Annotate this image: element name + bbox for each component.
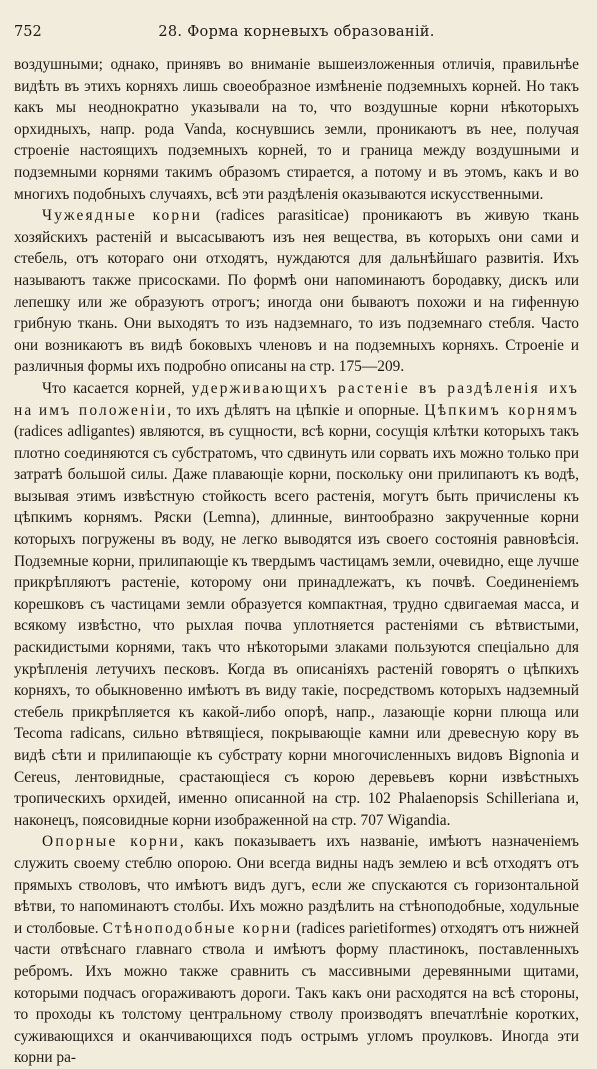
spaced-emphasis-text: Опорные корни: [42, 833, 180, 851]
text-run: (radices adligantes) являются, въ сущности, всѣ корни, сосущія клѣтки которыхъ такъ плотно соединяются съ субстратомъ, что сдвинуть или сорвать ихъ можно только при затратѣ большой силы. Даже плавающіе корни, поскольку они прилипаютъ къ водѣ, вызывая этимъ извѣстную стойкость всего растенія, могутъ быть причислены къ цѣпкимъ корнямъ. Ряски (Lemna), длинные, винтообразно закрученные корни которыхъ погружены въ воду, не легко выводятся изъ своего состоянія равновѣсія. Подземные корни, прилипающіе къ твердымъ частицамъ земли, очевидно, еще лучше прикрѣпляютъ растеніе, которому они принадлежатъ, къ почвѣ. Соединеніемъ корешковъ съ частицами земли образуется компактная, трудно сдвигаемая масса, и всякому извѣстно, что рыхлая почва уплотняется растеніями съ вѣтвистыми, раскидистыми корнями, такъ что нѣкоторыми злаками пользуются спеціально для укрѣпленія летучихъ песковъ. Когда въ описаніяхъ растеній говорятъ о цѣпкихъ корняхъ, то обыкновенно имѣютъ въ виду такіе, посредствомъ которыхъ надземный стебель прикрѣпляется къ какой-либо опорѣ, напр., лазающіе корни плюща или Tecoma radicans, сильно вѣтвящіеся, покрывающіе камни или древесную кору въ видѣ сѣти и прилипающіе къ субстрату корни многочисленныхъ видовъ Bignonia и Cereus, лентовидные, срастающіеся съ корою деревьевъ корни извѣстныхъ тропическихъ орхидей, именно описанной на стр. 102 Phalaenopsis Schilleriana и, наконецъ, поясовидные корни изображенной на стр. 707 Wigandia.: [14, 423, 579, 829]
page-header: [14, 20, 579, 44]
paragraph: [14, 378, 579, 831]
spaced-emphasis-text: Цѣпкимъ корнямъ: [424, 401, 579, 419]
spaced-emphasis-text: Стѣноподобные корни: [102, 919, 293, 937]
text-run: воздушными; однако, принявъ во вниманіе вышеизложенныя отличія, правильнѣе видѣть въ этихъ корняхъ лишь своеобразное измѣненіе подземныхъ корней. Но такъ какъ мы неоднократно указывали на то, что воздушные корни нѣкоторыхъ орхидныхъ, напр. рода Vanda, коснувшись земли, проникаютъ въ нее, получая строеніе настоящихъ подземныхъ корней, то и граница между воздушными и подземными корнями такимъ образомъ стирается, а потому и въ этомъ, какъ и во многихъ подобныхъ случаяхъ, всѣ эти раздѣленія оказываются искусственными.: [14, 56, 579, 203]
text-run: (radices parasiticae) проникаютъ въ живую ткань хозяйскихъ растеній и высасываютъ изъ нея вещества, въ которыхъ они сами и стебель, отъ котораго они отходятъ, нуждаются для дальнѣйшаго развитія. Ихъ называютъ также присосками. По формѣ они напоминаютъ бородавку, дискъ или лепешку или же образуютъ отрогъ; иногда они бываютъ похожи и на гифенную грибную ткань. Они выходятъ то изъ надземнаго, то изъ подземнаго стебля. Часто они возникаютъ въ видѣ боковыхъ членовъ и на подземныхъ корняхъ. Строеніе и различныя формы ихъ подробно описаны на стр. 175—209.: [14, 207, 579, 376]
paragraph: [14, 205, 579, 378]
spaced-emphasis-text: Чужеядные корни: [42, 207, 203, 225]
spaced-emphasis-text: удерживающихъ растеніе въ раздѣленія ихъ на: [14, 379, 579, 419]
body-text: [14, 54, 579, 1069]
running-title: 28. Форма корневыхъ образованій.: [158, 24, 435, 40]
text-run: , какъ показываетъ ихъ названіе, имѣютъ назначеніемъ служить своему стеблю опорою. Они всегда видны надъ землею и всѣ отходятъ отъ прямыхъ стволовъ, что имѣютъ видъ дугъ, если же спускаются съ горизонтальной вѣтви, то напоминаютъ столбы. Ихъ можно раздѣлить на стѣноподобные, ходульные и столбовые.: [14, 833, 580, 937]
spaced-emphasis-text: имъ положеніи: [38, 401, 168, 419]
text-run: Что касается корней,: [42, 379, 192, 397]
text-run: , то ихъ дѣлятъ на цѣпкіе и опорные.: [167, 401, 425, 419]
page-number: 752: [14, 24, 42, 40]
paragraph: [14, 831, 579, 1069]
paragraph: [14, 54, 579, 205]
text-run: (radices parietiformes) отходятъ отъ нижней части отвѣснаго главнаго ствола и имѣютъ форму пластинокъ, поставленныхъ ребромъ. Ихъ можно также сравнить съ массивными деревянными щитами, которыми подчасъ огораживаютъ дороги. Такъ какъ они расходятся на всѣ стороны, то проходы къ толстому центральному стволу производятъ впечатлѣніе коротких, суживающихся и оканчивающихся подъ острымъ угломъ проулковъ. Иногда эти корни ра-: [14, 919, 579, 1067]
